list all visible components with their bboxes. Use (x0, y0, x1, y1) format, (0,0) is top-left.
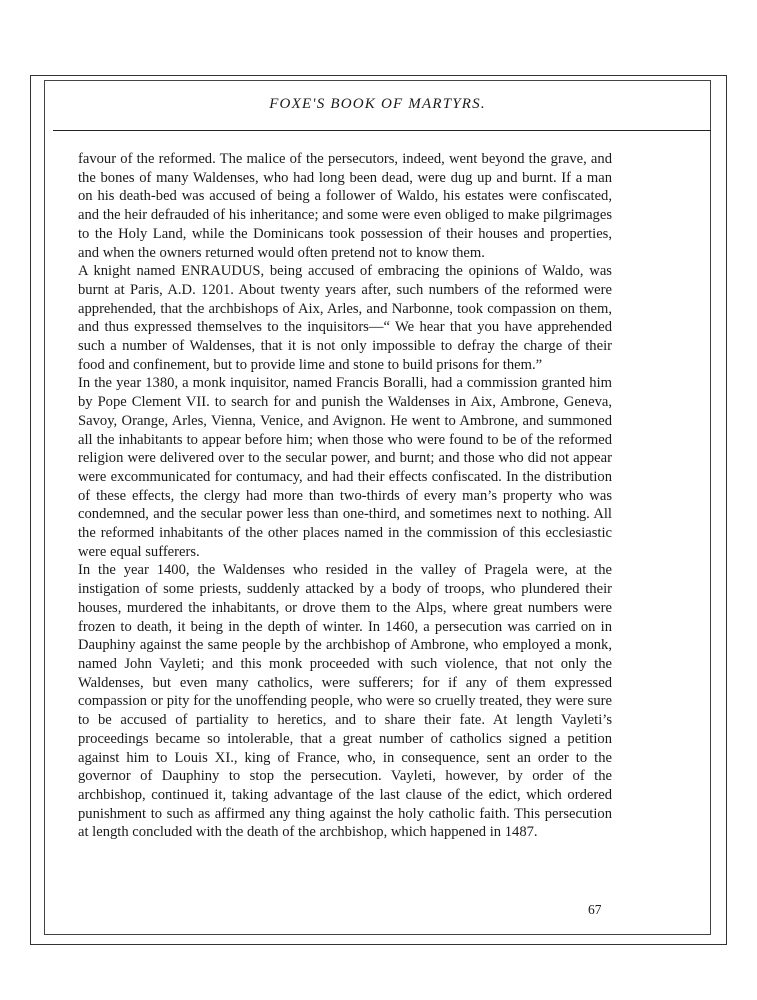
paragraph: favour of the reformed. The malice of the persecutors, indeed, went beyond the grave, and the bones of many Waldenses, who had long been dead, were dug up and burnt. If a man on his death-bed was accused of being a follower of Waldo, his estates were confiscated, and the heir defrauded of his inheritance; and some were even obliged to make pilgrimages to the Holy Land, while the Dominicans took possession of their houses and properties, and when the owners returned would often pretend not to know them. (78, 151, 612, 261)
running-header-title: FOXE'S BOOK OF MARTYRS. (269, 96, 486, 112)
body-text (78, 150, 612, 842)
paragraph: A knight named ENRAUDUS, being accused of embracing the opinions of Waldo, was burnt at Paris, A.D. 1201. About twenty years after, such numbers of the reformed were apprehended, that the archbishops of Aix, Arles, and Narbonne, took compassion on them, and thus expressed themselves to the inquisitors—“ We hear that you have apprehended such a number of Waldenses, that it is not only impossible to defray the charge of their food and confinement, but to provide lime and stone to build prisons for them.” (78, 263, 612, 373)
page-number: 67 (588, 902, 602, 917)
header-rule (53, 130, 711, 131)
paragraph: In the year 1380, a monk inquisitor, named Francis Boralli, had a commission granted him by Pope Clement VII. to search for and punish the Waldenses in Aix, Ambrone, Geneva, Savoy, Orange, Arles, Vienna, Venice, and Avignon. He went to Ambrone, and summoned all the inhabitants to appear before him; when those who were found to be of the reformed religion were delivered over to the secular power, and burnt; and those who did not appear were excommunicated for contumacy, and had their effects confiscated. In the distribution of these effects, the clergy had more than two-thirds of every man’s property who was condemned, and the secular power less than one-third, and sometimes next to nothing. All the reformed inhabitants of the other places named in the commission of this ecclesiastic were equal sufferers. (78, 375, 612, 560)
paragraph: In the year 1400, the Waldenses who resided in the valley of Pragela were, at the instigation of some priests, suddenly attacked by a body of troops, who plundered their houses, murdered the inhabitants, or drove them to the Alps, where great numbers were frozen to death, it being in the depth of winter. In 1460, a persecution was carried on in Dauphiny against the same people by the archbishop of Ambrone, who employed a monk, named John Vayleti; and this monk proceeded with such violence, that not only the Waldenses, but even many catholics, were sufferers; for if any of them expressed compassion or pity for the unoffending people, who were so cruelly treated, they were sure to be accused of partiality to heretics, and to share their fate. At length Vayleti’s proceedings became so intolerable, that a great number of catholics signed a petition against him to Louis XI., king of France, who, in consequence, sent an order to the governor of Dauphiny to stop the persecution. Vayleti, however, by order of the archbishop, continued it, taking advantage of the last clause of the edict, which ordered punishment to such as affirmed any thing against the holy catholic faith. This persecution at length concluded with the death of the archbishop, which happened in 1487. (78, 562, 612, 841)
